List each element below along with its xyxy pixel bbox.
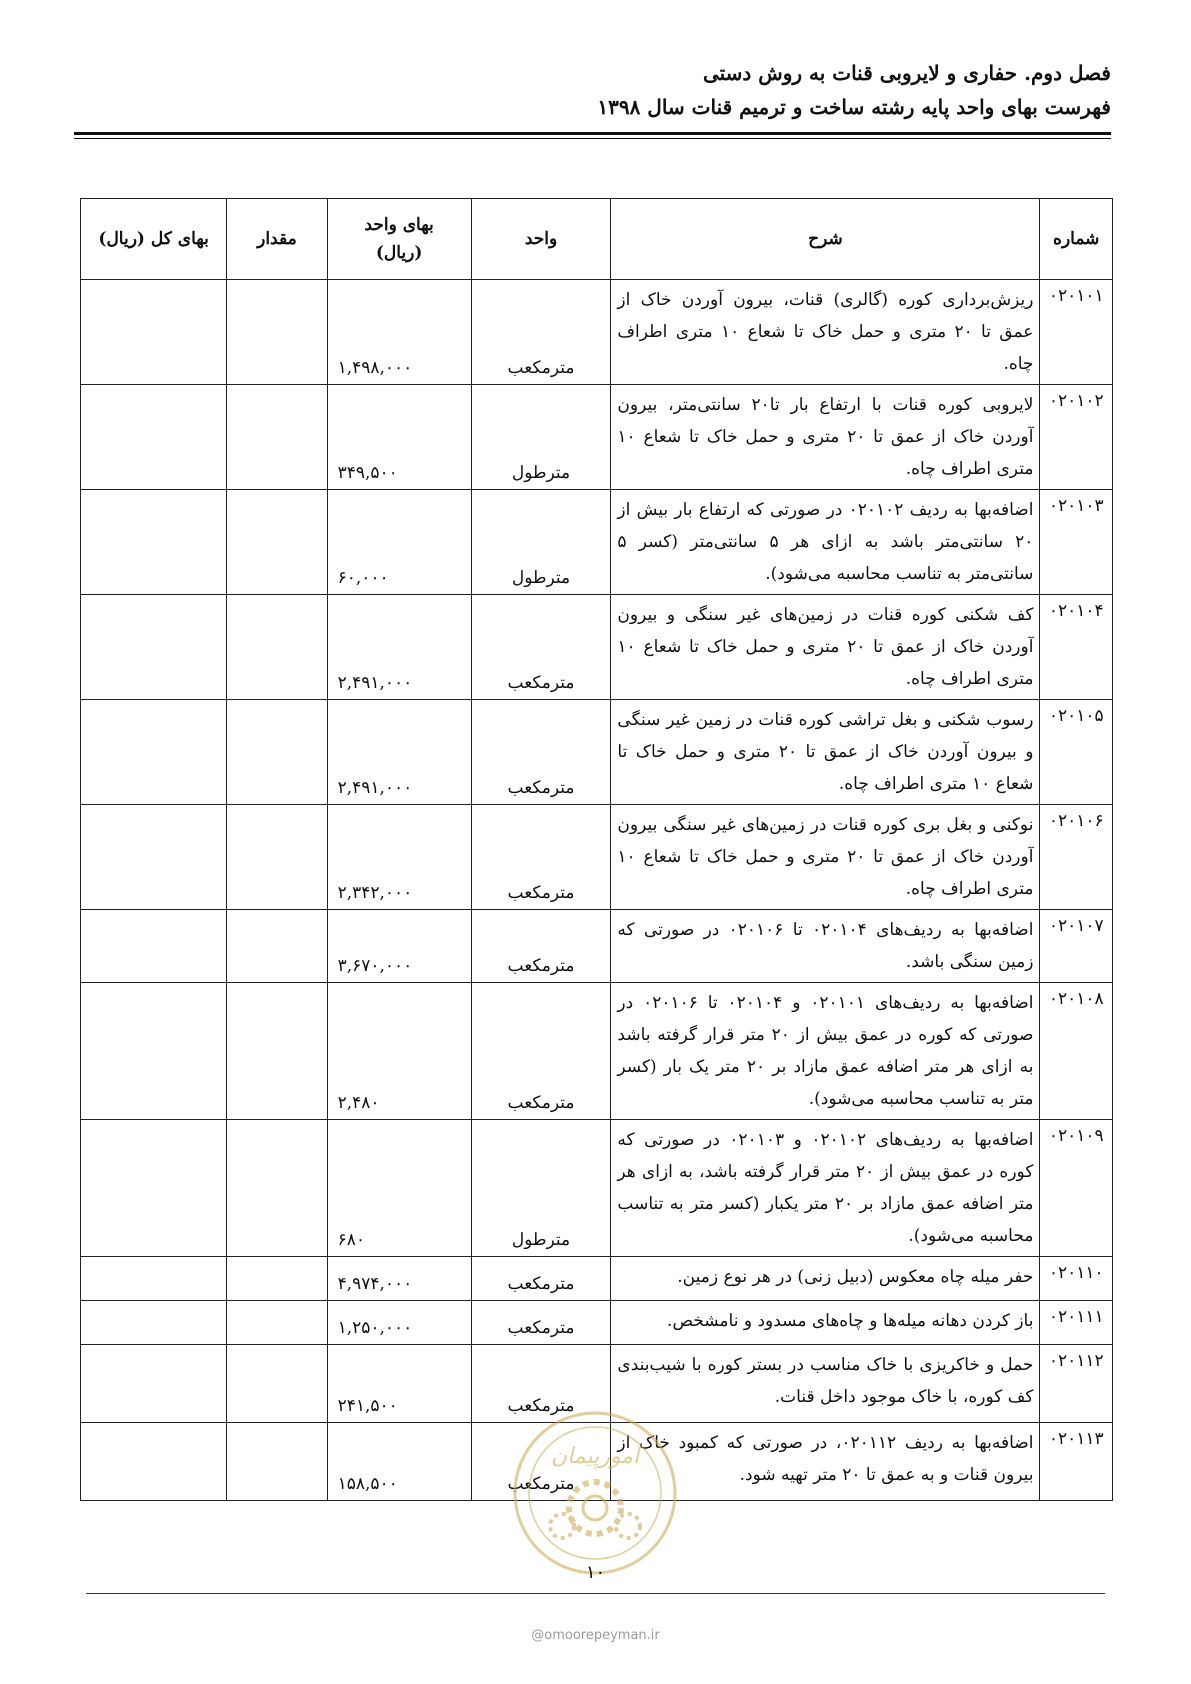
item-description: لایروبی کوره قنات با ارتفاع بار تا۲۰ سانتی‌متر، بیرون آوردن خاک از عمق تا ۲۰ متری و حمل خاک تا شعاع ۱۰ متری اطراف چاه. bbox=[611, 385, 1040, 490]
item-number: ۰۲۰۱۱۰ bbox=[1040, 1257, 1113, 1301]
item-quantity bbox=[227, 1120, 327, 1257]
item-unit: مترمکعب bbox=[471, 595, 611, 700]
item-unit-price: ۱,۴۹۸,۰۰۰ bbox=[327, 280, 471, 385]
item-unit-price: ۲,۴۹۱,۰۰۰ bbox=[327, 700, 471, 805]
item-unit: مترطول bbox=[471, 1120, 611, 1257]
table-row bbox=[81, 1423, 1113, 1501]
item-unit-price: ۶۸۰ bbox=[327, 1120, 471, 1257]
chapter-title: فصل دوم. حفاری و لایروبی قنات به روش دستی bbox=[702, 61, 1111, 85]
item-unit-price: ۳۴۹,۵۰۰ bbox=[327, 385, 471, 490]
document-subtitle: فهرست بهای واحد پایه رشته ساخت و ترمیم قنات سال ۱۳۹۸ bbox=[597, 95, 1111, 119]
table-row bbox=[81, 1120, 1113, 1257]
item-description: نوکنی و بغل بری کوره قنات در زمین‌های غیر سنگی بیرون آوردن خاک از عمق تا ۲۰ متری و حمل خاک تا شعاع ۱۰ متری اطراف چاه. bbox=[611, 805, 1040, 910]
item-unit: مترمکعب bbox=[471, 910, 611, 983]
table-row bbox=[81, 490, 1113, 595]
item-unit-price: ۲,۴۹۱,۰۰۰ bbox=[327, 595, 471, 700]
item-unit: مترمکعب bbox=[471, 280, 611, 385]
item-unit: مترطول bbox=[471, 490, 611, 595]
item-total-price bbox=[81, 280, 227, 385]
table-row bbox=[81, 910, 1113, 983]
item-description: رسوب شکنی و بغل تراشی کوره قنات در زمین غیر سنگی و بیرون آوردن خاک از عمق تا ۲۰ متری و حمل خاک تا شعاع ۱۰ متری اطراف چاه. bbox=[611, 700, 1040, 805]
item-quantity bbox=[227, 1345, 327, 1423]
item-quantity bbox=[227, 490, 327, 595]
item-number: ۰۲۰۱۰۴ bbox=[1040, 595, 1113, 700]
item-unit-price: ۲,۴۸۰ bbox=[327, 983, 471, 1120]
item-total-price bbox=[81, 805, 227, 910]
item-unit-price: ۴,۹۷۴,۰۰۰ bbox=[327, 1257, 471, 1301]
item-quantity bbox=[227, 280, 327, 385]
item-description: باز کردن دهانه میله‌ها و چاه‌های مسدود و نامشخص. bbox=[611, 1301, 1040, 1345]
table-row bbox=[81, 700, 1113, 805]
item-total-price bbox=[81, 1423, 227, 1501]
table-row bbox=[81, 595, 1113, 700]
page-number: ۱۰ bbox=[585, 1562, 606, 1583]
table-row bbox=[81, 280, 1113, 385]
item-unit-price: ۲۴۱,۵۰۰ bbox=[327, 1345, 471, 1423]
column-header-total-price: بهای کل (ریال) bbox=[81, 199, 227, 280]
item-description: اضافه‌بها به ردیف‌های ۰۲۰۱۰۴ تا ۰۲۰۱۰۶ در صورتی که زمین سنگی باشد. bbox=[611, 910, 1040, 983]
item-unit-price: ۶۰,۰۰۰ bbox=[327, 490, 471, 595]
column-header-description: شرح bbox=[611, 199, 1040, 280]
item-description: اضافه‌بها به ردیف‌های ۰۲۰۱۰۲ و ۰۲۰۱۰۳ در صورتی که کوره در عمق بیش از ۲۰ متر قرار گرفته باشد، به ازای هر متر اضافه عمق مازاد بر ۲۰ متر یکبار (کسر متر به تناسب محاسبه می‌شود). bbox=[611, 1120, 1040, 1257]
item-number: ۰۲۰۱۱۲ bbox=[1040, 1345, 1113, 1423]
item-description: اضافه‌بها به ردیف ۰۲۰۱۱۲، در صورتی که کمبود خاک از بیرون قنات و به عمق تا ۲۰ متر تهیه شود. bbox=[611, 1423, 1040, 1501]
item-number: ۰۲۰۱۰۸ bbox=[1040, 983, 1113, 1120]
item-quantity bbox=[227, 910, 327, 983]
item-unit: مترمکعب bbox=[471, 1345, 611, 1423]
column-header-quantity: مقدار bbox=[227, 199, 327, 280]
table-row bbox=[81, 1301, 1113, 1345]
item-quantity bbox=[227, 805, 327, 910]
item-unit-price: ۱۵۸,۵۰۰ bbox=[327, 1423, 471, 1501]
table-row bbox=[81, 385, 1113, 490]
item-unit: مترمکعب bbox=[471, 805, 611, 910]
price-list-table bbox=[80, 198, 1113, 1501]
item-number: ۰۲۰۱۰۶ bbox=[1040, 805, 1113, 910]
item-number: ۰۲۰۱۰۹ bbox=[1040, 1120, 1113, 1257]
table-row bbox=[81, 1257, 1113, 1301]
item-quantity bbox=[227, 385, 327, 490]
item-number: ۰۲۰۱۰۲ bbox=[1040, 385, 1113, 490]
item-unit: مترمکعب bbox=[471, 1301, 611, 1345]
item-description: ریزش‌برداری کوره (گالری) قنات، بیرون آوردن خاک از عمق تا ۲۰ متری و حمل خاک تا شعاع ۱۰ متری اطراف چاه. bbox=[611, 280, 1040, 385]
table-row bbox=[81, 1345, 1113, 1423]
page-header bbox=[61, 56, 1111, 124]
item-total-price bbox=[81, 1120, 227, 1257]
item-total-price bbox=[81, 910, 227, 983]
item-unit: مترمکعب bbox=[471, 983, 611, 1120]
item-total-price bbox=[81, 700, 227, 805]
item-total-price bbox=[81, 1301, 227, 1345]
item-quantity bbox=[227, 1301, 327, 1345]
item-quantity bbox=[227, 983, 327, 1120]
column-header-unit-price: بهای واحد (ریال) bbox=[327, 199, 471, 280]
item-unit: مترمکعب bbox=[471, 700, 611, 805]
header-divider-thin bbox=[74, 138, 1111, 139]
item-unit-price: ۲,۳۴۲,۰۰۰ bbox=[327, 805, 471, 910]
watermark-text: @omoorepeyman.ir bbox=[531, 1628, 660, 1643]
item-quantity bbox=[227, 1423, 327, 1501]
item-unit: مترطول bbox=[471, 385, 611, 490]
footer-divider bbox=[86, 1593, 1105, 1594]
item-number: ۰۲۰۱۱۱ bbox=[1040, 1301, 1113, 1345]
item-description: حفر میله چاه معکوس (دبیل زنی) در هر نوع زمین. bbox=[611, 1257, 1040, 1301]
item-description: اضافه‌بها به ردیف‌های ۰۲۰۱۰۱ و ۰۲۰۱۰۴ تا ۰۲۰۱۰۶ در صورتی که کوره در عمق بیش از ۲۰ متر قرار گرفته باشد به ازای هر متر اضافه عمق مازاد بر ۲۰ متر یک بار (کسر متر به تناسب محاسبه می‌شود). bbox=[611, 983, 1040, 1120]
item-number: ۰۲۰۱۱۳ bbox=[1040, 1423, 1113, 1501]
item-description: کف شکنی کوره قنات در زمین‌های غیر سنگی و بیرون آوردن خاک از عمق تا ۲۰ متری و حمل خاک تا شعاع ۱۰ متری اطراف چاه. bbox=[611, 595, 1040, 700]
table-header-row bbox=[81, 199, 1113, 280]
item-description: حمل و خاکریزی با خاک مناسب در بستر کوره با شیب‌بندی کف کوره، با خاک موجود داخل قنات. bbox=[611, 1345, 1040, 1423]
item-description: اضافه‌بها به ردیف ۰۲۰۱۰۲ در صورتی که ارتفاع بار بیش از ۲۰ سانتی‌متر باشد به ازای هر ۵ سانتی‌متر (کسر ۵ سانتی‌متر به تناسب محاسبه می‌شود). bbox=[611, 490, 1040, 595]
header-divider bbox=[74, 132, 1111, 135]
item-number: ۰۲۰۱۰۵ bbox=[1040, 700, 1113, 805]
item-number: ۰۲۰۱۰۳ bbox=[1040, 490, 1113, 595]
item-total-price bbox=[81, 1257, 227, 1301]
item-number: ۰۲۰۱۰۱ bbox=[1040, 280, 1113, 385]
column-header-number: شماره bbox=[1040, 199, 1113, 280]
item-quantity bbox=[227, 595, 327, 700]
item-number: ۰۲۰۱۰۷ bbox=[1040, 910, 1113, 983]
seal-lettering: امورپیمان bbox=[550, 1444, 640, 1469]
item-total-price bbox=[81, 1345, 227, 1423]
table-row bbox=[81, 983, 1113, 1120]
item-total-price bbox=[81, 983, 227, 1120]
column-header-unit: واحد bbox=[471, 199, 611, 280]
item-quantity bbox=[227, 700, 327, 805]
item-unit: مترمکعب bbox=[471, 1257, 611, 1301]
item-total-price bbox=[81, 490, 227, 595]
table-row bbox=[81, 805, 1113, 910]
item-unit-price: ۳,۶۷۰,۰۰۰ bbox=[327, 910, 471, 983]
item-unit-price: ۱,۲۵۰,۰۰۰ bbox=[327, 1301, 471, 1345]
item-total-price bbox=[81, 385, 227, 490]
item-unit: مترمکعب bbox=[471, 1423, 611, 1501]
item-total-price bbox=[81, 595, 227, 700]
item-quantity bbox=[227, 1257, 327, 1301]
